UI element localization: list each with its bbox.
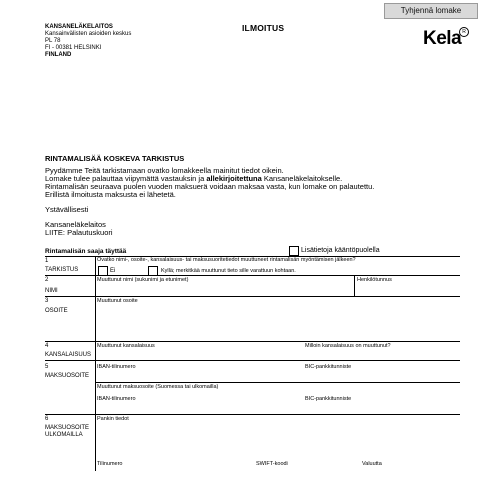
letter-signature: Kansaneläkelaitos LIITE: Palautuskuori [45, 220, 113, 237]
section-3-number: 3 [45, 298, 49, 304]
section-3-name: OSOITE [45, 308, 68, 314]
iban-field-2[interactable]: IBAN-tilinumero [97, 396, 136, 402]
bic-field-2[interactable]: BIC-pankkitunniste [305, 396, 352, 402]
no-label: Ei [110, 268, 116, 274]
account-number-field[interactable]: Tilinumero [97, 461, 123, 467]
row-divider [45, 296, 460, 297]
row-divider [45, 414, 460, 415]
clear-form-button[interactable]: Tyhjennä lomake [384, 3, 478, 19]
no-checkbox[interactable] [98, 266, 108, 276]
changed-citizenship-field[interactable]: Muuttunut kansalaisuus [97, 343, 155, 349]
changed-name-field[interactable]: Muuttunut nimi (sukunimi ja etunimet) [97, 277, 189, 283]
yes-checkbox[interactable] [148, 266, 158, 276]
column-divider [354, 275, 355, 296]
yes-label: Kyllä; merkitkää muuttunut tieto sille varattuun kohtaan. [161, 268, 296, 274]
section-4-number: 4 [45, 343, 49, 349]
registered-mark-icon: R [459, 27, 469, 37]
section-5-name: MAKSUOSOITE [45, 373, 90, 379]
section-4-name: KANSALAISUUS [45, 352, 92, 358]
section-1-name: TARKISTUS [45, 267, 79, 273]
letter-line-1: Pyydämme Teitä tarkistamaan ovatko lomakkeella mainitut tiedot oikein. [45, 166, 284, 175]
sender-country: FINLAND [45, 52, 72, 58]
sender-org: KANSANELÄKELAITOS [45, 24, 113, 30]
attachment-note: LIITE: Palautuskuori [45, 228, 113, 237]
letter-heading: RINTAMALISÄÄ KOSKEVA TARKISTUS [45, 154, 185, 163]
kela-logo: Kela [423, 28, 462, 49]
section-5-number: 5 [45, 364, 49, 370]
row-divider [45, 360, 460, 361]
sender-city: FI - 00381 HELSINKI [45, 45, 102, 51]
changed-payment-address-field[interactable]: Muuttunut maksuosoite (Suomessa tai ulkomailla) [97, 384, 219, 390]
bank-details-field[interactable]: Pankin tiedot [97, 416, 129, 422]
sub-divider [95, 382, 460, 383]
extra-info-checkbox[interactable] [289, 246, 299, 256]
personal-id-field[interactable]: Henkilötunnus [357, 277, 392, 283]
row-divider [45, 341, 460, 342]
section-2-number: 2 [45, 277, 49, 283]
sender-box: PL 78 [45, 38, 61, 44]
section-6-name: MAKSUOSOITE ULKOMAILLA [45, 425, 90, 438]
extra-info-label: Lisätietoja kääntöpuolella [301, 247, 380, 254]
iban-field[interactable]: IBAN-tilinumero [97, 364, 136, 370]
letter-greeting: Ystävällisesti [45, 205, 89, 214]
citizenship-date-field[interactable]: Milloin kansalaisuus on muuttunut? [305, 343, 391, 349]
currency-field[interactable]: Valuutta [362, 461, 382, 467]
letter-line-2: Lomake tulee palauttaa viipymättä vastauksin ja allekirjoitettuna Kansaneläkelaitokselle. [45, 174, 343, 183]
letter-line-3: Rintamalisän seuraava puolen vuoden maksuerä voidaan maksaa vasta, kun lomake on palautettu. [45, 182, 375, 191]
letter-body [45, 167, 374, 199]
section-2-name: NIMI [45, 288, 58, 294]
letter-line-4: Erillistä ilmoitusta maksusta ei lähetetä. [45, 190, 176, 199]
changed-address-field[interactable]: Muuttunut osoite [97, 298, 138, 304]
swift-field[interactable]: SWIFT-koodi [256, 461, 288, 467]
check-question: Ovatko nimi-, osoite-, kansalaisuus- tai maksusuoritetiedot muuttuneet rintamalisän myöntämisen jälkeen? [97, 257, 356, 263]
sender-dept: Kansainvälisten asioiden keskus [45, 31, 132, 37]
column-divider [95, 256, 96, 471]
section-1-number: 1 [45, 258, 49, 264]
sender-address [45, 24, 131, 59]
document-title: ILMOITUS [242, 23, 285, 33]
form-heading: Rintamalisän saaja täyttää [45, 248, 127, 255]
bic-field[interactable]: BIC-pankkitunniste [305, 364, 352, 370]
section-6-number: 6 [45, 416, 49, 422]
